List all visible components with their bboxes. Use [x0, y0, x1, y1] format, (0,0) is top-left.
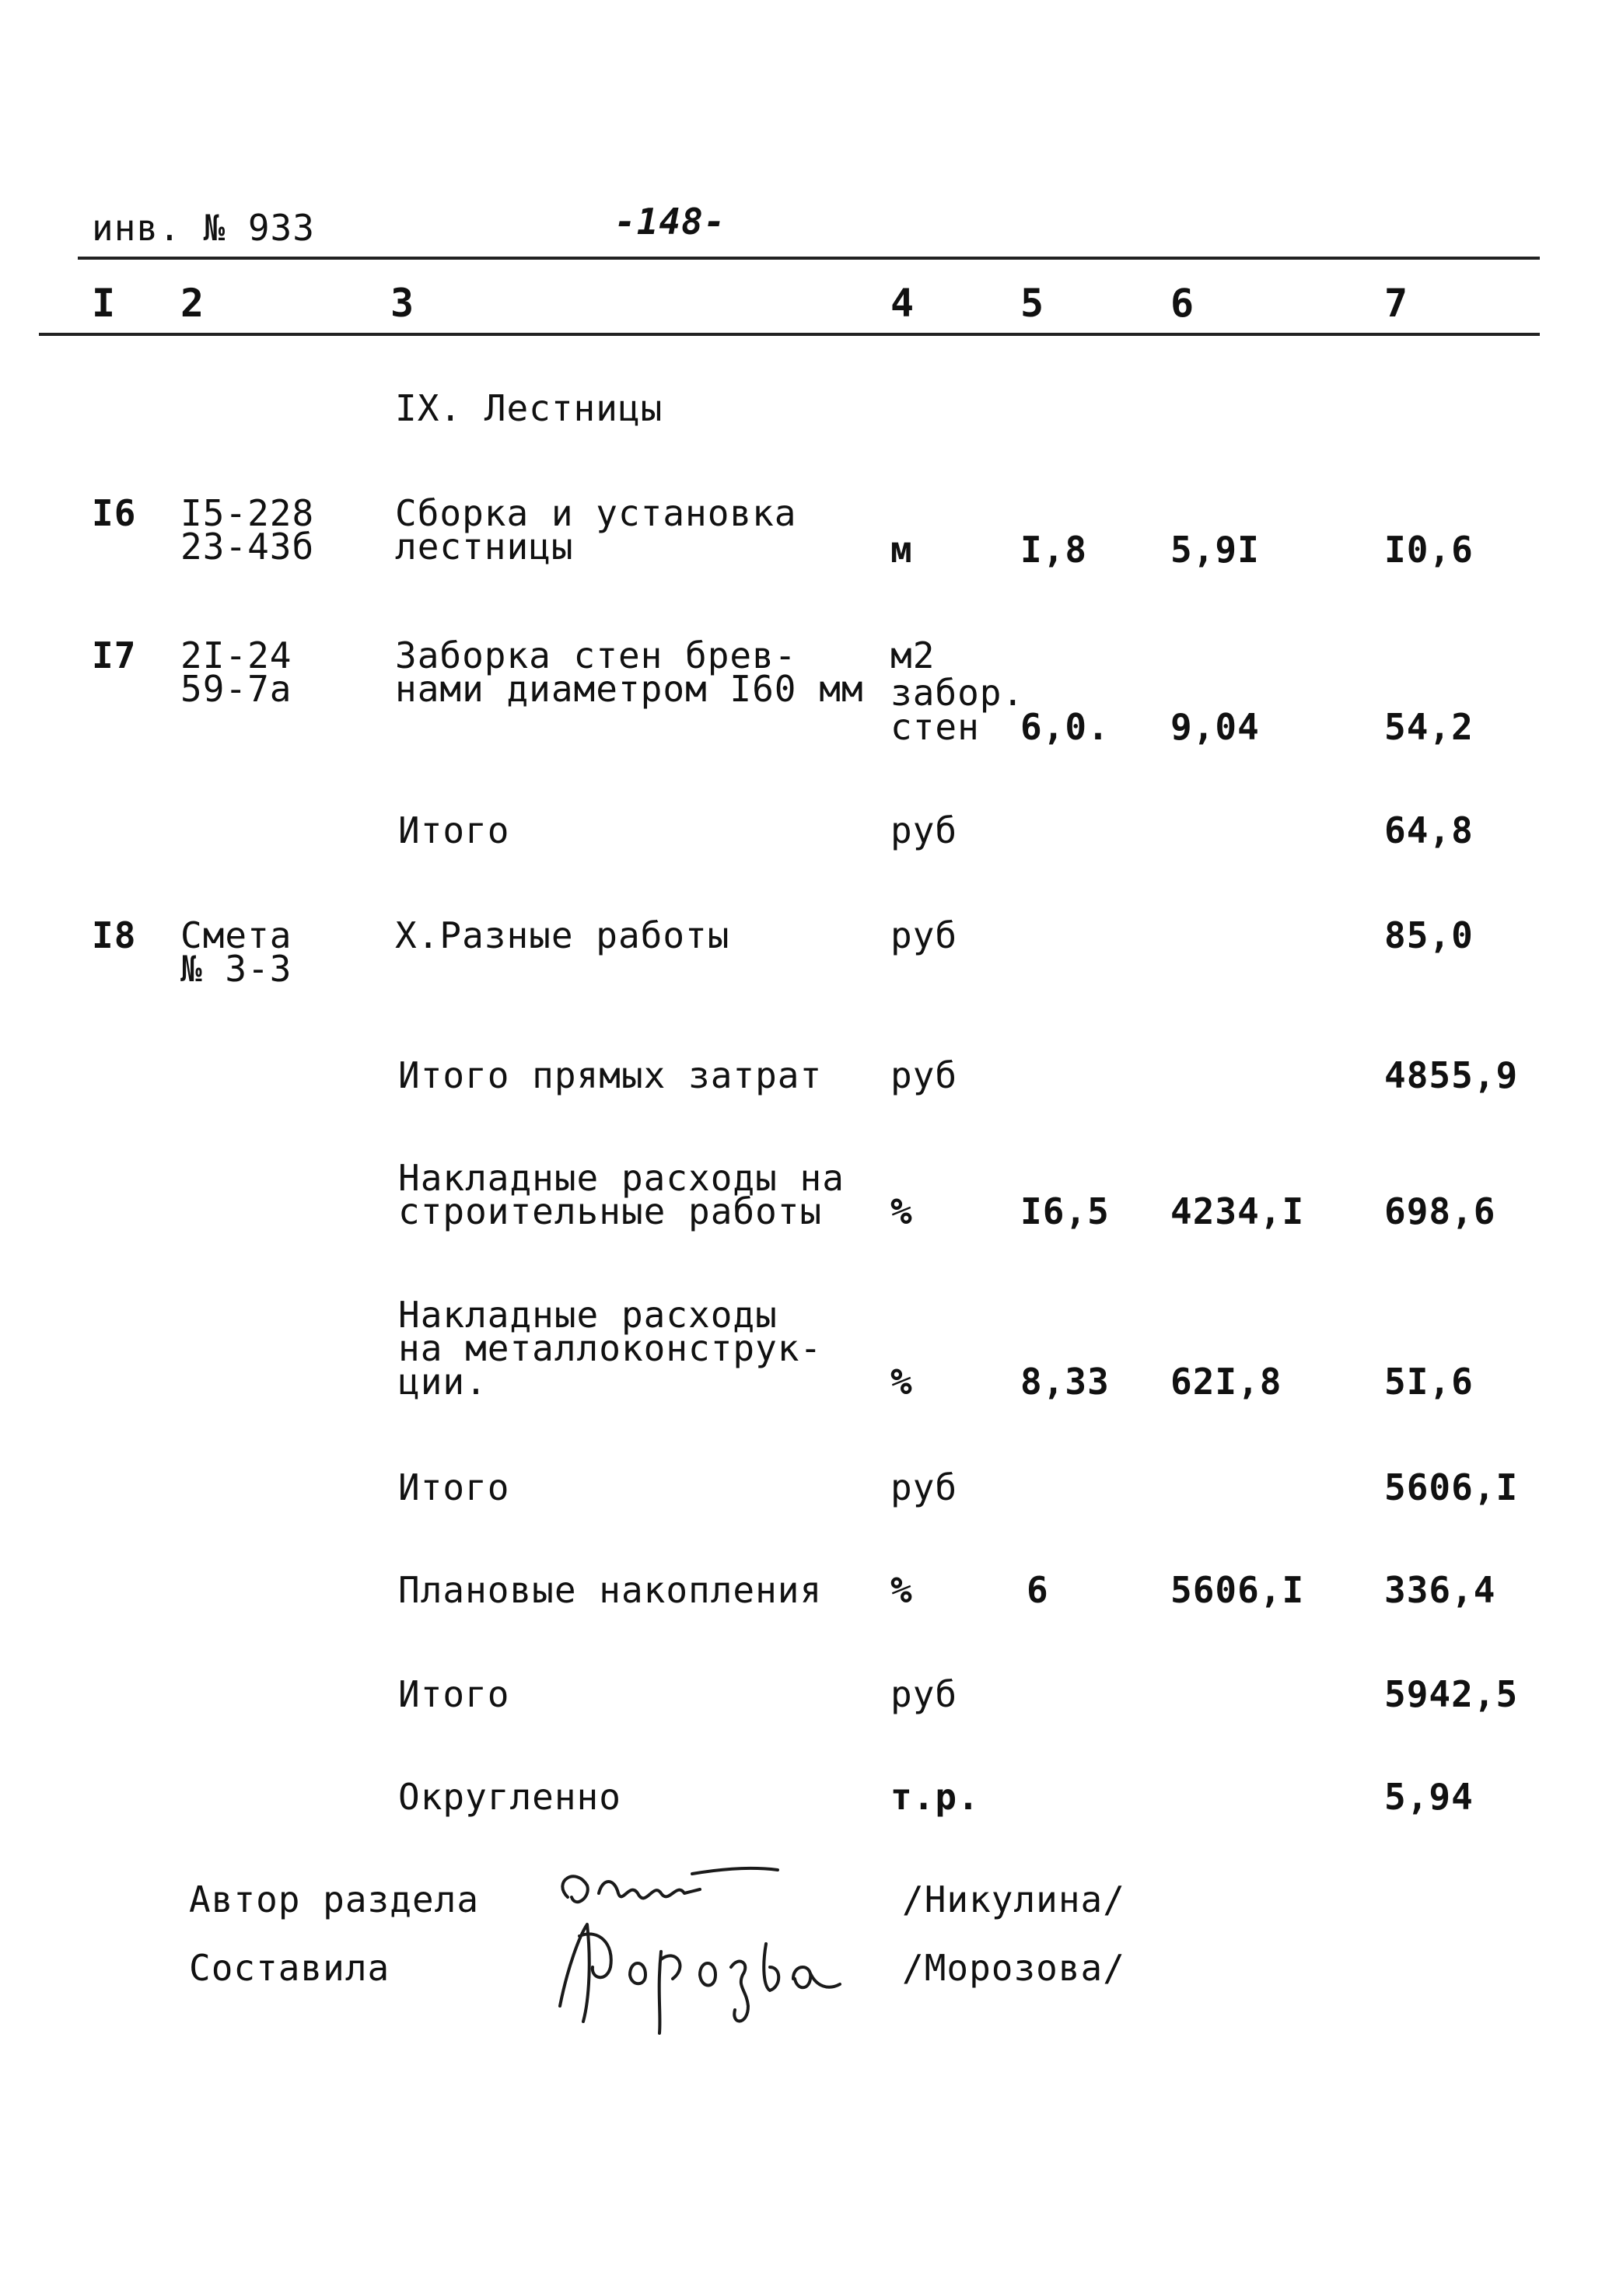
work-name: Накладные расходы на — [398, 1157, 845, 1199]
column-header-7: 7 — [1384, 281, 1408, 326]
rate-code: Смета — [180, 914, 292, 956]
quantity: 6,0. — [1020, 706, 1110, 748]
unit: руб — [890, 1054, 958, 1096]
compiler-name: /Морозова/ — [902, 1947, 1125, 1989]
rate-code: 2I-24 — [180, 634, 292, 676]
unit: руб — [890, 1466, 958, 1508]
unit: руб — [890, 914, 958, 956]
handwritten-signatures — [544, 1850, 902, 2037]
top-rule — [78, 257, 1540, 260]
unit-price: 62I,8 — [1170, 1361, 1282, 1403]
column-header-2: 2 — [180, 281, 205, 326]
row-number: I6 — [92, 492, 137, 534]
work-name: Плановые накопления — [398, 1569, 823, 1611]
total: 85,0 — [1384, 914, 1474, 956]
unit: % — [890, 1569, 913, 1611]
work-name: ции. — [398, 1361, 488, 1403]
unit: руб — [890, 1673, 958, 1715]
total: 698,6 — [1384, 1190, 1496, 1232]
unit: м2 — [890, 634, 936, 676]
quantity: I,8 — [1020, 529, 1088, 571]
total: 5606,I — [1384, 1466, 1519, 1508]
unit: стен — [890, 706, 980, 748]
compiler-label: Составила — [189, 1947, 390, 1989]
column-header-3: 3 — [390, 281, 414, 326]
unit: т.р. — [890, 1776, 980, 1818]
subtotal-label: Округленно — [398, 1776, 621, 1818]
total: 5,94 — [1384, 1776, 1474, 1818]
work-name: на металлоконструк- — [398, 1327, 823, 1369]
column-header-6: 6 — [1170, 281, 1195, 326]
unit-price: 5606,I — [1170, 1569, 1305, 1611]
unit: руб — [890, 809, 958, 851]
section-title: IX. Лестницы — [395, 387, 663, 429]
unit: м — [890, 529, 913, 571]
unit: % — [890, 1361, 913, 1403]
unit-price: 5,9I — [1170, 529, 1260, 571]
inventory-number: инв. № 933 — [92, 207, 315, 249]
work-name: лестницы — [395, 526, 574, 568]
total: 54,2 — [1384, 706, 1474, 748]
quantity: 6 — [1027, 1569, 1049, 1611]
column-header-1: I — [92, 281, 116, 326]
work-name: нами диаметром I60 мм — [395, 668, 864, 710]
author-label: Автор раздела — [189, 1878, 480, 1920]
work-name: Накладные расходы — [398, 1294, 778, 1336]
author-name: /Никулина/ — [902, 1878, 1125, 1920]
total: 64,8 — [1384, 809, 1474, 851]
work-name: X.Разные работы — [395, 914, 730, 956]
work-name: Заборка стен брев- — [395, 634, 797, 676]
column-header-4: 4 — [890, 281, 915, 326]
unit: % — [890, 1190, 913, 1232]
header-rule — [39, 333, 1540, 336]
column-header-5: 5 — [1020, 281, 1044, 326]
rate-code: 59-7а — [180, 668, 292, 710]
rate-code: № 3-3 — [180, 948, 292, 990]
row-number: I7 — [92, 634, 137, 676]
subtotal-label: Итого прямых затрат — [398, 1054, 823, 1096]
subtotal-label: Итого — [398, 1466, 510, 1508]
total: 5942,5 — [1384, 1673, 1519, 1715]
subtotal-label: Итого — [398, 1673, 510, 1715]
total: 5I,6 — [1384, 1361, 1474, 1403]
unit-price: 4234,I — [1170, 1190, 1305, 1232]
subtotal-label: Итого — [398, 809, 510, 851]
quantity: 8,33 — [1020, 1361, 1110, 1403]
rate-code: I5-228 — [180, 492, 315, 534]
unit: забор. — [890, 672, 1025, 714]
work-name: строительные работы — [398, 1190, 823, 1232]
rate-code: 23-43б — [180, 526, 315, 568]
unit-price: 9,04 — [1170, 706, 1260, 748]
quantity: I6,5 — [1020, 1190, 1110, 1232]
total: 4855,9 — [1384, 1054, 1519, 1096]
row-number: I8 — [92, 914, 137, 956]
work-name: Сборка и установка — [395, 492, 797, 534]
total: 336,4 — [1384, 1569, 1496, 1611]
page-number: -148- — [614, 201, 726, 243]
total: I0,6 — [1384, 529, 1474, 571]
